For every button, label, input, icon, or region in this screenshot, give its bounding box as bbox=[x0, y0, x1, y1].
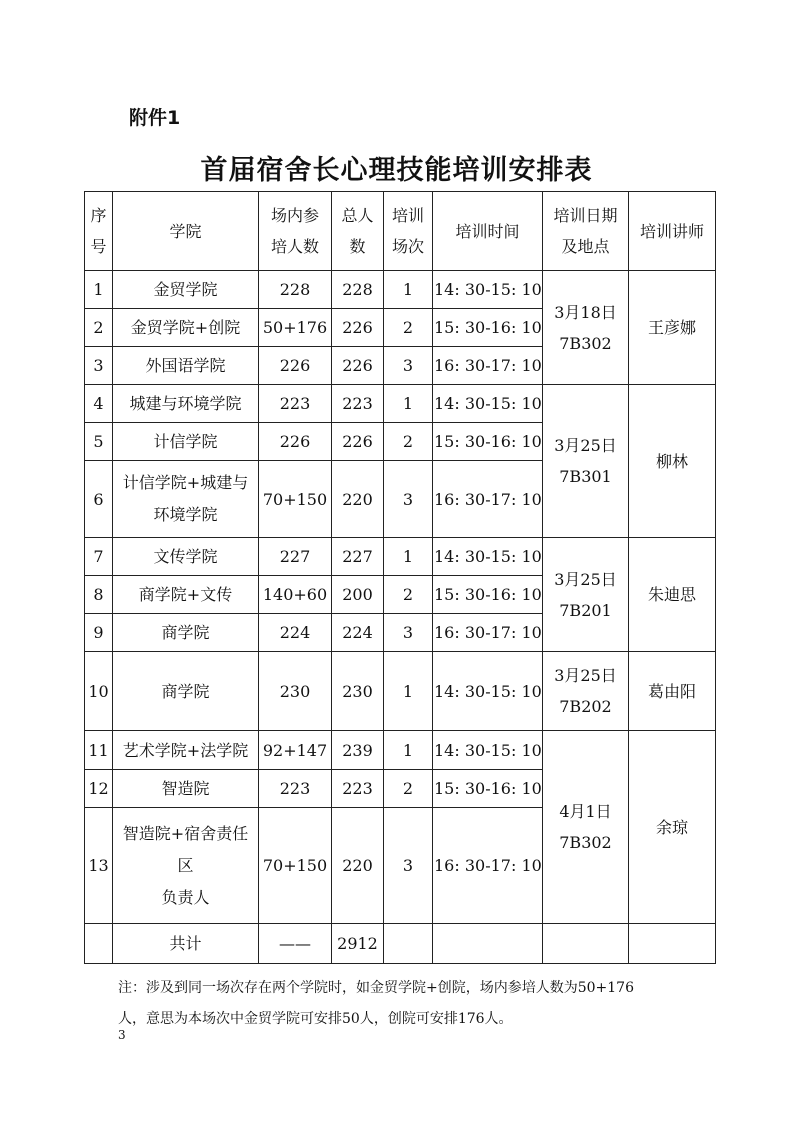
header-college: 学院 bbox=[113, 192, 259, 271]
footnote: 注：涉及到同一场次存在两个学院时，如金贸学院+创院，场内参培人数为50+176 人，意思为本场次中金贸学院可安排50人，创院可安排176人。 bbox=[118, 980, 634, 1027]
table-row: 1 金贸学院 228 228 1 14: 30-15: 10 3月18日 7B302 王彦娜 bbox=[85, 271, 716, 309]
group-date-place: 4月1日 7B302 bbox=[543, 731, 629, 924]
header-date-place: 培训日期 及地点 bbox=[543, 192, 629, 271]
group-lecturer: 葛由阳 bbox=[629, 652, 716, 731]
total-label: 共计 bbox=[113, 924, 259, 964]
total-row: 共计 —— 2912 bbox=[85, 924, 716, 964]
schedule-table bbox=[84, 191, 716, 964]
table-row: 5 计信学院 226 226 2 15: 30-16: 10 bbox=[85, 423, 716, 461]
document-title: 首届宿舍长心理技能培训安排表 bbox=[200, 155, 593, 186]
header-time: 培训时间 bbox=[433, 192, 543, 271]
group-lecturer: 余琼 bbox=[629, 731, 716, 924]
table-row: 11 艺术学院+法学院 92+147 239 1 14: 30-15: 10 4月1日 7B302 余琼 bbox=[85, 731, 716, 770]
table-row: 4 城建与环境学院 223 223 1 14: 30-15: 10 3月25日 7B301 柳林 bbox=[85, 385, 716, 423]
table-row: 7 文传学院 227 227 1 14: 30-15: 10 3月25日 7B201 朱迪思 bbox=[85, 538, 716, 576]
header-lecturer: 培训讲师 bbox=[629, 192, 716, 271]
header-total: 总人 数 bbox=[332, 192, 384, 271]
header-onsite: 场内参 培人数 bbox=[259, 192, 332, 271]
header-session: 培训 场次 bbox=[384, 192, 433, 271]
table-row: 10 商学院 230 230 1 14: 30-15: 10 3月25日 7B202 葛由阳 bbox=[85, 652, 716, 731]
group-date-place: 3月18日 7B302 bbox=[543, 271, 629, 385]
group-date-place: 3月25日 7B201 bbox=[543, 538, 629, 652]
table-row: 8 商学院+文传 140+60 200 2 15: 30-16: 10 bbox=[85, 576, 716, 614]
table-row: 3 外国语学院 226 226 3 16: 30-17: 10 bbox=[85, 347, 716, 385]
table-row: 9 商学院 224 224 3 16: 30-17: 10 bbox=[85, 614, 716, 652]
attachment-label: 附件1 bbox=[129, 107, 181, 129]
table-row: 13 智造院+宿舍责任 区 负责人 70+150 220 3 16: 30-17: 10 bbox=[85, 808, 716, 924]
table-row: 2 金贸学院+创院 50+176 226 2 15: 30-16: 10 bbox=[85, 309, 716, 347]
group-date-place: 3月25日 7B202 bbox=[543, 652, 629, 731]
group-lecturer: 朱迪思 bbox=[629, 538, 716, 652]
grand-total: 2912 bbox=[332, 924, 384, 964]
group-lecturer: 柳林 bbox=[629, 385, 716, 538]
page-number: 3 bbox=[118, 1028, 126, 1042]
table-row: 6 计信学院+城建与 环境学院 70+150 220 3 16: 30-17: 10 bbox=[85, 461, 716, 538]
group-lecturer: 王彦娜 bbox=[629, 271, 716, 385]
header-seq: 序 号 bbox=[85, 192, 113, 271]
group-date-place: 3月25日 7B301 bbox=[543, 385, 629, 538]
header-row bbox=[85, 192, 716, 271]
table-row: 12 智造院 223 223 2 15: 30-16: 10 bbox=[85, 770, 716, 808]
